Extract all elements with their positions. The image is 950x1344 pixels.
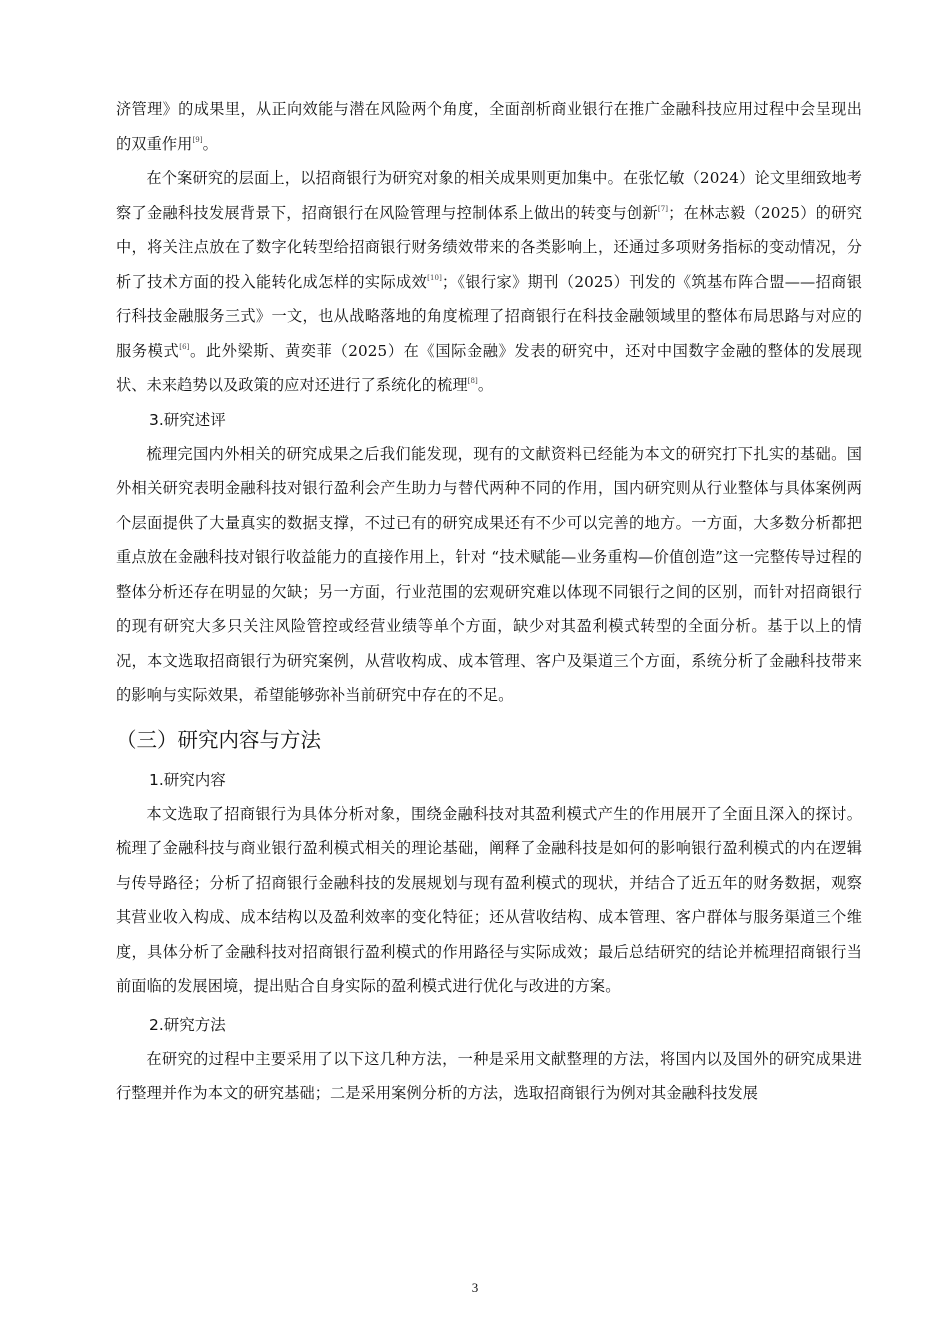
subheading-research-content: 1.研究内容 [149,770,226,789]
paragraph-case-studies [116,161,862,403]
paragraph-text: 。此外梁斯、黄奕菲（2025）在《国际金融》发表的研究中，还对中国数字金融的整体的发展现状、未来趋势以及政策的应对还进行了系统化的梳理 [116,341,862,394]
citation-marker: [8] [467,377,478,385]
subheading-research-methods: 2.研究方法 [149,1015,226,1034]
paragraph-continued [116,92,862,161]
section-title: （三）研究内容与方法 [116,727,321,752]
citation-marker: [10] [427,273,442,282]
paragraph-text: 在个案研究的层面上，以招商银行为研究对象的相关成果则更加集中。在张忆敏（2024）论文里细致地考察了金融科技发展背景下，招商银行在风险管理与控制体系上做出的转变与创新 [116,169,862,222]
citation-marker: [6] [179,342,190,351]
subheading-research-review: 3.研究述评 [149,410,226,429]
paragraph-text: ；《银行家》期刊（2025）刊发的《筑基布阵合盟——招商银行科技金融服务三式》一文，也从战略落地的角度梳理了招商银行在科技金融领域里的整体布局思路与对应的服务模式 [116,272,863,360]
citation-marker: [7] [657,204,669,213]
paragraph-research-content: 本文选取了招商银行为具体分析对象，围绕金融科技对其盈利模式产生的作用展开了全面且深入的探讨。梳理了金融科技与商业银行盈利模式相关的理论基础，阐释了金融科技是如何的影响银行盈利模式的内在逻辑与传导路径；分析了招商银行金融科技的发展规划与现有盈利模式的现状，并结合了近五年的财务数据，观察其营业收入构成、成本结构以及盈利效率的变化特征；还从营收结构、成本管理、客户群体与服务渠道三个维度，具体分析了金融科技对招商银行盈利模式的作用路径与实际成效；最后总结研究的结论并梳理招商银行当前面临的发展困境，提出贴合自身实际的盈利模式进行优化与改进的方案。 [116,804,862,995]
paragraph-text: 济管理》的成果里，从正向效能与潜在风险两个角度，全面剖析商业银行在推广金融科技应用过程中会呈现出的双重作用 [116,100,862,153]
paragraph-text: 。 [477,376,494,394]
paragraph-text: ；在林志毅（2025）的研究中，将关注点放在了数字化转型给招商银行财务绩效带来的各类影响上，还通过多项财务指标的变动情况，分析了技术方面的投入能转化成怎样的实际成效 [116,203,863,291]
paragraph-review: 梳理完国内外相关的研究成果之后我们能发现，现有的文献资料已经能为本文的研究打下扎实的基础。国外相关研究表明金融科技对银行盈利会产生助力与替代两种不同的作用，国内研究则从行业整体与具体案例两个层面提供了大量真实的数据支撑，不过已有的研究成果还有不少可以完善的地方。一方面，大多数分析都把重点放在金融科技对银行收益能力的直接作用上，针对 “技术赋能—业务重构—价值创造”这一完整传导过程的整体分析还存在明显的欠缺；另一方面，行业范围的宏观研究难以体现不同银行之间的区别，而针对招商银行的现有研究大多只关注风险管控或经营业绩等单个方面，缺少对其盈利模式转型的全面分析。基于以上的情况，本文选取招商银行为研究案例，从营收构成、成本管理、客户及渠道三个方面，系统分析了金融科技带来的影响与实际效果，希望能够弥补当前研究中存在的不足。 [116,444,862,704]
citation-marker: [9] [192,135,203,144]
paragraph-text: 。 [202,134,218,153]
page-number: 3 [471,1280,479,1295]
document-body [116,92,862,1111]
paragraph-research-methods: 在研究的过程中主要采用了以下这几种方法，一种是采用文献整理的方法，将国内以及国外的研究成果进行整理并作为本文的研究基础；二是采用案例分析的方法，选取招商银行为例对其金融科技发展 [116,1049,862,1102]
